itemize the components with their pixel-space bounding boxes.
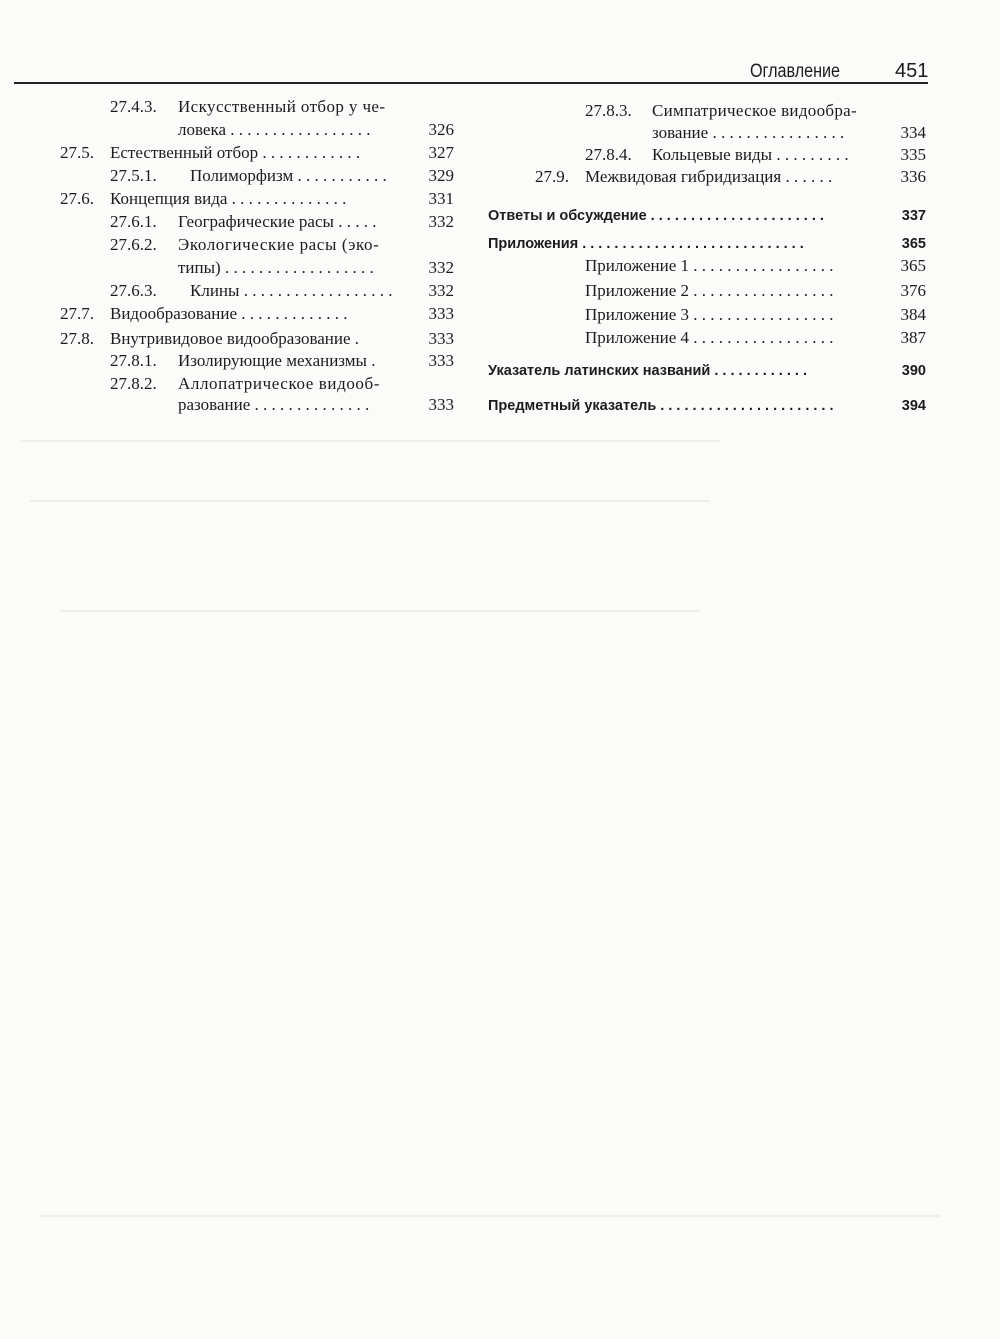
entry-page: 335 bbox=[900, 145, 926, 164]
entry-title: Внутривидовое видообразование . bbox=[110, 329, 360, 348]
entry-title: типы) . . . . . . . . . . . . . . . . . . bbox=[178, 258, 374, 277]
entry-page: 333 bbox=[428, 351, 454, 370]
entry-number: 27.8. bbox=[60, 329, 94, 348]
entry-number: 27.6. bbox=[60, 189, 94, 208]
entry-page: 333 bbox=[428, 395, 454, 414]
section-title: Приложения . . . . . . . . . . . . . . . . . . . . . . . . . . . . bbox=[488, 236, 804, 252]
entry-title: Приложение 3 . . . . . . . . . . . . . . . . . bbox=[585, 305, 834, 324]
entry-title: Приложение 1 . . . . . . . . . . . . . . . . . bbox=[585, 256, 834, 275]
entry-title: ловека . . . . . . . . . . . . . . . . . bbox=[178, 120, 371, 139]
entry-title: зование . . . . . . . . . . . . . . . . bbox=[652, 123, 845, 142]
entry-number: 27.7. bbox=[60, 304, 94, 323]
entry-number: 27.8.2. bbox=[110, 374, 157, 393]
entry-number: 27.6.2. bbox=[110, 235, 157, 254]
section-title: Предметный указатель . . . . . . . . . . . . . . . . . . . . . . bbox=[488, 398, 834, 414]
entry-page: 334 bbox=[900, 123, 926, 142]
entry-title: Географические расы . . . . . bbox=[178, 212, 377, 231]
bleed-through-band bbox=[60, 610, 700, 612]
entry-page: 327 bbox=[428, 143, 454, 162]
entry-title: Видообразование . . . . . . . . . . . . . bbox=[110, 304, 348, 323]
entry-number: 27.5.1. bbox=[110, 166, 157, 185]
header-rule bbox=[14, 82, 928, 84]
entry-page: 376 bbox=[900, 281, 926, 300]
entry-page: 329 bbox=[428, 166, 454, 185]
running-title: Оглавление bbox=[750, 61, 841, 82]
entry-title: Симпатрическое видообра- bbox=[652, 101, 857, 120]
entry-page: 365 bbox=[900, 256, 926, 275]
entry-number: 27.8.4. bbox=[585, 145, 632, 164]
entry-number: 27.6.3. bbox=[110, 281, 157, 300]
entry-title: разование . . . . . . . . . . . . . . bbox=[178, 395, 370, 414]
entry-title: Концепция вида . . . . . . . . . . . . . . bbox=[110, 189, 347, 208]
entry-page: 337 bbox=[901, 208, 926, 224]
entry-title: Искусственный отбор у че- bbox=[178, 97, 386, 116]
entry-title: Изолирующие механизмы . bbox=[178, 351, 376, 370]
section-title: Указатель латинских названий . . . . . . . . . . . . bbox=[488, 363, 808, 379]
entry-page: 333 bbox=[428, 304, 454, 323]
entry-page: 384 bbox=[900, 305, 926, 324]
entry-title: Аллопатрическое видооб- bbox=[178, 374, 381, 393]
entry-page: 331 bbox=[428, 189, 454, 208]
entry-page: 333 bbox=[428, 329, 454, 348]
bleed-through-band bbox=[20, 440, 720, 442]
entry-page: 326 bbox=[428, 120, 454, 139]
entry-number: 27.5. bbox=[60, 143, 94, 162]
entry-title: Экологические расы (эко- bbox=[178, 235, 380, 254]
entry-title: Приложение 4 . . . . . . . . . . . . . . . . . bbox=[585, 328, 834, 347]
entry-number: 27.4.3. bbox=[110, 97, 157, 116]
entry-number: 27.8.3. bbox=[585, 101, 632, 120]
entry-title: Межвидовая гибридизация . . . . . . bbox=[585, 167, 833, 186]
bleed-through-band bbox=[30, 500, 710, 502]
entry-title: Клины . . . . . . . . . . . . . . . . . . bbox=[190, 281, 393, 300]
bleed-through-band bbox=[40, 1215, 940, 1217]
entry-number: 27.6.1. bbox=[110, 212, 157, 231]
entry-page: 332 bbox=[428, 212, 454, 231]
entry-number: 27.8.1. bbox=[110, 351, 157, 370]
entry-title: Кольцевые виды . . . . . . . . . bbox=[652, 145, 849, 164]
entry-page: 332 bbox=[428, 258, 454, 277]
section-title: Ответы и обсуждение . . . . . . . . . . . . . . . . . . . . . . bbox=[488, 208, 824, 224]
entry-page: 365 bbox=[901, 236, 926, 252]
entry-title: Естественный отбор . . . . . . . . . . . . bbox=[110, 143, 361, 162]
page-number: 451 bbox=[895, 60, 929, 82]
entry-page: 387 bbox=[900, 328, 926, 347]
entry-page: 390 bbox=[901, 363, 926, 379]
page-header bbox=[0, 0, 1000, 90]
entry-title: Приложение 2 . . . . . . . . . . . . . . . . . bbox=[585, 281, 834, 300]
entry-title: Полиморфизм . . . . . . . . . . . bbox=[190, 166, 387, 185]
entry-number: 27.9. bbox=[535, 167, 569, 186]
entry-page: 332 bbox=[428, 281, 454, 300]
entry-page: 394 bbox=[901, 398, 926, 414]
entry-page: 336 bbox=[900, 167, 926, 186]
